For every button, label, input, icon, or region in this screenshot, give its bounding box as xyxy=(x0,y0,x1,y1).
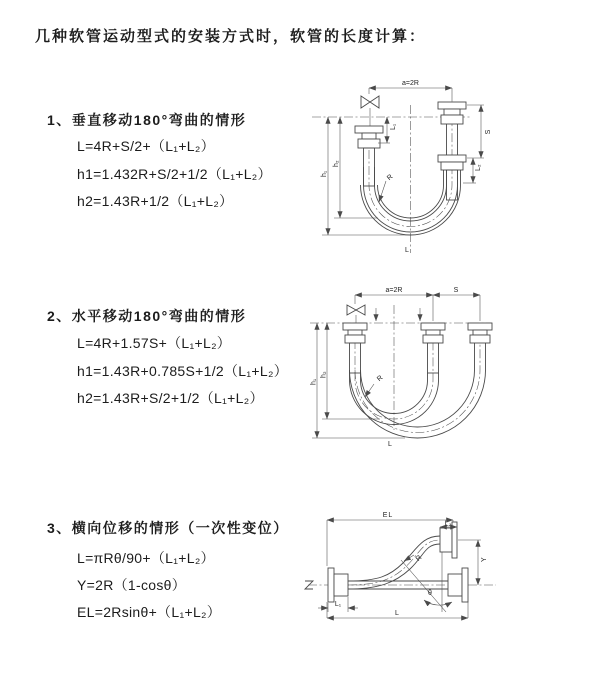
section-1-formula-L: L=4R+S/2+（L₁+L₂） xyxy=(77,138,215,154)
dim-label-l-total: L xyxy=(388,441,392,448)
section-1-formula-h2: h2=1.43R+1/2（L₁+L₂） xyxy=(77,193,234,209)
dimension-a2r xyxy=(369,80,452,101)
dimension-el xyxy=(327,512,453,566)
dim-label-h1: h₁ xyxy=(321,170,328,177)
section-2-formula-h1: h1=1.43R+0.785S+1/2（L₁+L₂） xyxy=(77,363,288,379)
section-2-heading: 2、水平移动180°弯曲的情形 xyxy=(47,308,247,324)
section-3-formula-Y: Y=2R（1-cosθ） xyxy=(77,577,187,593)
flange-leader-arrows xyxy=(376,308,420,321)
dimension-l1 xyxy=(318,597,358,612)
dim-label-r: R xyxy=(376,374,385,384)
dim-label-a2r: a=2R xyxy=(402,80,419,87)
dim-label-el: EL xyxy=(382,512,394,519)
dimension-s xyxy=(467,105,492,158)
section-1-heading: 1、垂直移动180°弯曲的情形 xyxy=(47,112,247,128)
dim-label-h1: h₁ xyxy=(310,378,318,385)
dim-label-s: S xyxy=(485,129,492,135)
dim-label-l: L xyxy=(395,610,399,617)
left-flange-fitting xyxy=(328,568,348,602)
dim-label-a2r: a=2R xyxy=(385,287,403,294)
section-2-formula-L: L=4R+1.57S+（L₁+L₂） xyxy=(77,335,232,351)
dimension-s xyxy=(433,287,480,321)
right-flange-fitting-upper xyxy=(438,102,466,124)
dimension-a2r xyxy=(355,287,433,321)
dim-label-l-total: L xyxy=(405,247,409,254)
section-1-formula-h1: h1=1.432R+S/2+1/2（L₁+L₂） xyxy=(77,166,272,182)
dim-label-l2: L₂ xyxy=(475,164,482,171)
section-3-formula-L: L=πRθ/90+（L₁+L₂） xyxy=(77,550,215,566)
dim-label-l1: L₁ xyxy=(390,123,397,130)
dim-label-s: S xyxy=(453,287,459,294)
hose-large-u xyxy=(350,340,486,438)
section-3-heading: 3、横向位移的情形（一次性变位） xyxy=(47,520,289,536)
horizontal-180-bend-diagram xyxy=(310,280,600,455)
dim-label-h2: h₂ xyxy=(320,371,328,378)
dim-label-theta: θ xyxy=(428,590,432,597)
radius-callout xyxy=(365,374,384,397)
vertical-180-bend-diagram xyxy=(312,75,600,260)
angle-construction xyxy=(401,552,452,612)
radius-callout xyxy=(379,173,394,202)
dim-label-r: R xyxy=(414,554,424,563)
right-flange-fitting xyxy=(468,323,492,343)
right-flange-fitting xyxy=(448,568,468,602)
section-2-formula-h2: h2=1.43R+S/2+1/2（L₁+L₂） xyxy=(77,390,264,406)
lateral-displacement-diagram xyxy=(300,500,600,660)
valve-icon xyxy=(361,96,379,126)
dim-label-r: R xyxy=(386,173,395,183)
page-title: 几种软管运动型式的安装方式时，软管的长度计算： xyxy=(35,28,427,45)
valve-icon xyxy=(347,305,365,323)
dim-label-h2: h₂ xyxy=(333,160,340,167)
section-3-formula-EL: EL=2Rsinθ+（L₁+L₂） xyxy=(77,604,222,620)
dim-label-y: Y xyxy=(481,557,488,562)
dim-label-l2: L₂ xyxy=(444,520,452,528)
dim-label-l1: L₁ xyxy=(334,601,342,608)
